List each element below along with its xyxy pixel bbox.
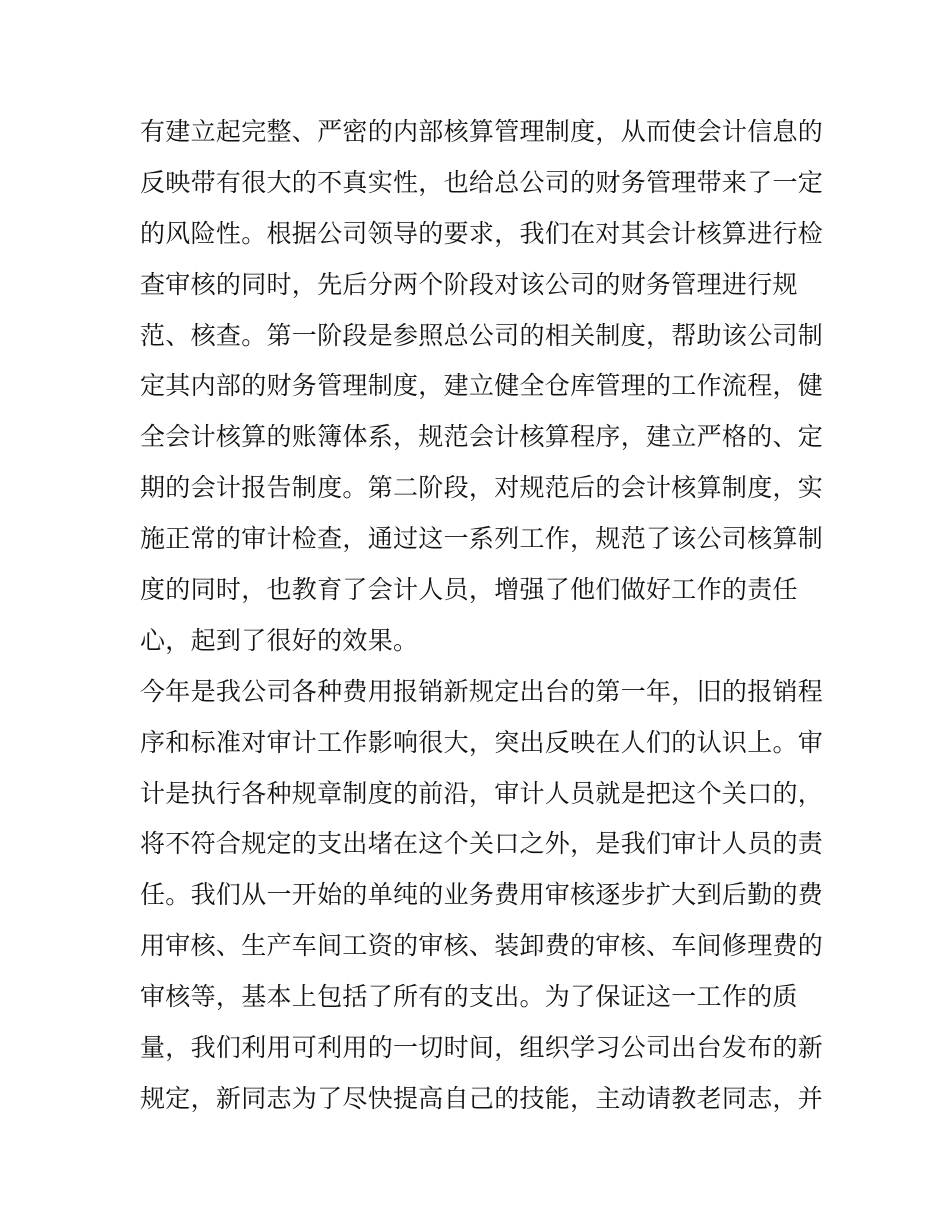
text-line: 有建立起完整、严密的内部核算管理制度，从而使会计信息的: [140, 117, 824, 146]
text-line: 将不符合规定的支出堵在这个关口之外，是我们审计人员的责: [140, 829, 824, 859]
text-line: 计是执行各种规章制度的前沿，审计人员就是把这个关口的，: [140, 778, 824, 808]
text-line: 度的同时，也教育了会计人员，增强了他们做好工作的责任: [140, 575, 798, 605]
body-text: [140, 107, 824, 1125]
text-line: 量，我们利用可利用的一切时间，组织学习公司出台发布的新: [140, 1033, 824, 1063]
text-line: 序和标准对审计工作影响很大，突出反映在人们的认识上。审: [140, 727, 824, 757]
text-line: 规定，新同志为了尽快提高自己的技能，主动请教老同志，并: [140, 1083, 824, 1113]
text-line: 施正常的审计检查，通过这一系列工作，规范了该公司核算制: [140, 524, 824, 554]
text-line: 用审核、生产车间工资的审核、装卸费的审核、车间修理费的: [140, 931, 824, 961]
text-line: 任。我们从一开始的单纯的业务费用审核逐步扩大到后勤的费: [140, 880, 824, 910]
text-line: 的风险性。根据公司领导的要求，我们在对其会计核算进行检: [140, 218, 824, 248]
text-line: 期的会计报告制度。第二阶段，对规范后的会计核算制度，实: [140, 473, 824, 503]
text-line: 查审核的同时，先后分两个阶段对该公司的财务管理进行规: [140, 269, 798, 299]
text-line: 审核等，基本上包括了所有的支出。为了保证这一工作的质: [140, 982, 798, 1012]
text-line: 定其内部的财务管理制度，建立健全仓库管理的工作流程，健: [140, 371, 824, 401]
text-line: 范、核查。第一阶段是参照总公司的相关制度，帮助该公司制: [140, 320, 824, 350]
text-line: 心，起到了很好的效果。: [140, 625, 419, 655]
text-line: 反映带有很大的不真实性，也给总公司的财务管理带来了一定: [140, 167, 824, 197]
text-line: 全会计核算的账簿体系，规范会计核算程序，建立严格的、定: [140, 422, 824, 452]
text-line: 今年是我公司各种费用报销新规定出台的第一年，旧的报销程: [140, 676, 824, 706]
